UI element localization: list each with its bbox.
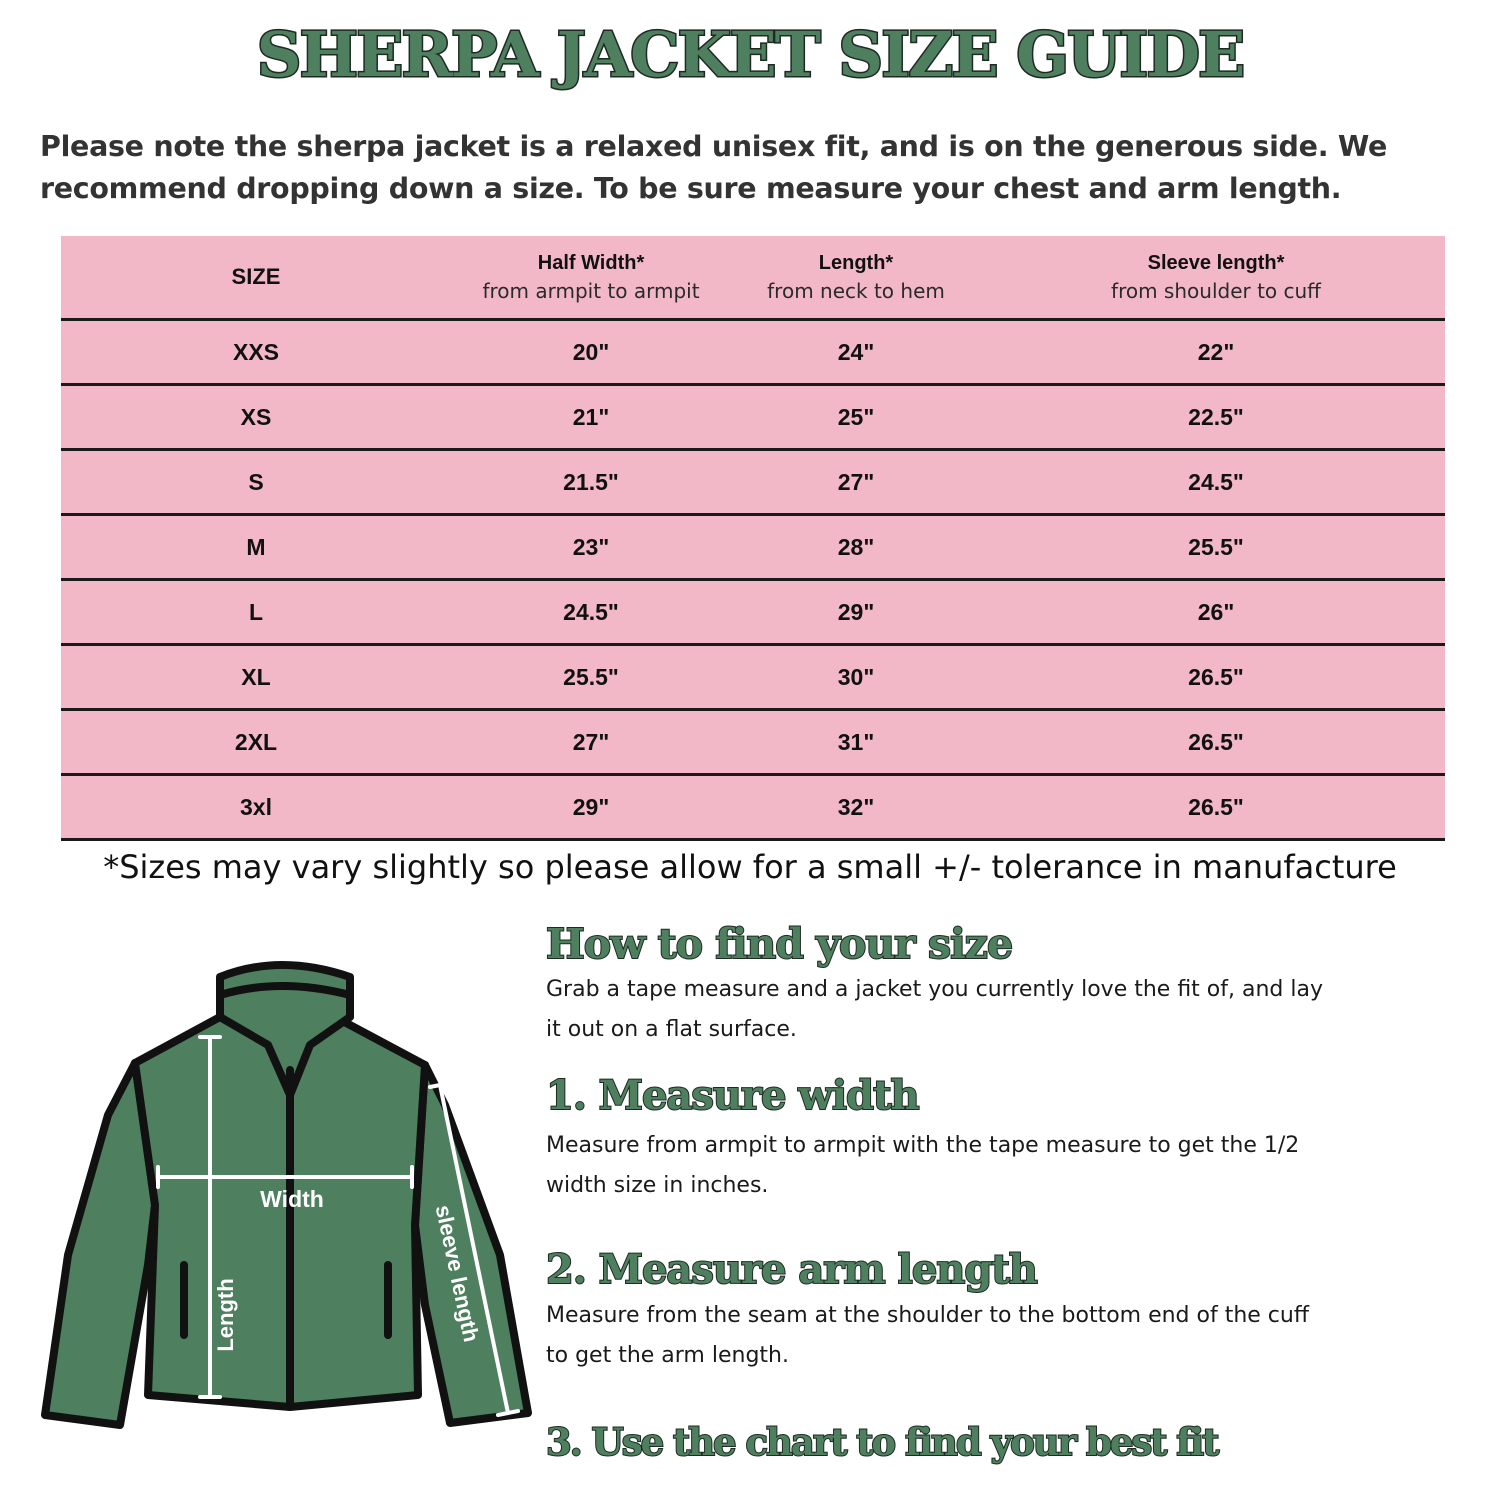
header-length-sub: from neck to hem bbox=[767, 279, 945, 303]
cell-sleeve: 26.5" bbox=[1188, 793, 1244, 820]
cell-size: 3xl bbox=[240, 793, 272, 820]
header-sleeve-sub: from shoulder to cuff bbox=[1111, 279, 1321, 303]
cell-sleeve: 24.5" bbox=[1188, 468, 1244, 495]
cell-sleeve: 22.5" bbox=[1188, 403, 1244, 430]
cell-half-width: 20" bbox=[572, 338, 610, 365]
table-row bbox=[61, 516, 1445, 581]
cell-size: S bbox=[248, 468, 264, 495]
intro-line-1: Please note the sherpa jacket is a relaxed unisex fit, and is on the generous side. We bbox=[40, 130, 1387, 163]
howto-intro-line-2: it out on a flat surface. bbox=[546, 1017, 797, 1042]
cell-sleeve: 26.5" bbox=[1188, 663, 1244, 690]
cell-length: 27" bbox=[837, 468, 875, 495]
step2-line-1: Measure from the seam at the shoulder to the bottom end of the cuff bbox=[546, 1303, 1310, 1328]
cell-size: L bbox=[248, 598, 264, 625]
cell-half-width: 25.5" bbox=[563, 663, 619, 690]
table-row bbox=[61, 581, 1445, 646]
cell-half-width: 27" bbox=[572, 728, 610, 755]
cell-length: 28" bbox=[837, 533, 875, 560]
size-table bbox=[61, 236, 1445, 841]
cell-length: 25" bbox=[837, 403, 875, 430]
cell-half-width: 24.5" bbox=[563, 598, 619, 625]
how-to-section bbox=[546, 918, 1446, 1468]
cell-sleeve: 26" bbox=[1197, 598, 1235, 625]
table-row bbox=[61, 451, 1445, 516]
width-label: Width bbox=[260, 1186, 324, 1212]
table-row bbox=[61, 386, 1445, 451]
header-size bbox=[156, 236, 356, 318]
step2-line-2: to get the arm length. bbox=[546, 1343, 789, 1368]
cell-size: XS bbox=[240, 403, 272, 430]
table-row bbox=[61, 646, 1445, 711]
cell-length: 32" bbox=[837, 793, 875, 820]
header-sleeve bbox=[1061, 236, 1371, 318]
header-length bbox=[721, 236, 991, 318]
intro-text bbox=[40, 126, 1480, 210]
header-half-width-title: Half Width* bbox=[537, 252, 645, 274]
table-row bbox=[61, 711, 1445, 776]
cell-half-width: 21.5" bbox=[563, 468, 619, 495]
cell-length: 24" bbox=[837, 338, 875, 365]
cell-sleeve: 25.5" bbox=[1188, 533, 1244, 560]
jacket-diagram bbox=[40, 955, 540, 1455]
cell-size: 2XL bbox=[234, 728, 278, 755]
step3-heading: 3. Use the chart to find your best fit bbox=[546, 1420, 1218, 1464]
cell-sleeve: 26.5" bbox=[1188, 728, 1244, 755]
sleeve-length-label: sleeve length bbox=[430, 1202, 485, 1345]
cell-size: M bbox=[246, 533, 266, 560]
table-header-row bbox=[61, 236, 1445, 321]
length-label: Length bbox=[213, 1278, 238, 1352]
header-half-width-sub: from armpit to armpit bbox=[482, 279, 700, 303]
intro-line-2: recommend dropping down a size. To be sure measure your chest and arm length. bbox=[40, 172, 1342, 205]
cell-length: 29" bbox=[837, 598, 875, 625]
table-row bbox=[61, 776, 1445, 841]
step1-line-2: width size in inches. bbox=[546, 1173, 769, 1198]
cell-size: XL bbox=[241, 663, 271, 690]
cell-size: XXS bbox=[232, 338, 280, 365]
howto-heading: How to find your size bbox=[546, 920, 1013, 968]
jacket-left-sleeve bbox=[45, 1063, 155, 1425]
step1-line-1: Measure from armpit to armpit with the tape measure to get the 1/2 bbox=[546, 1133, 1300, 1158]
cell-half-width: 29" bbox=[572, 793, 610, 820]
cell-half-width: 21" bbox=[572, 403, 610, 430]
step2-heading: 2. Measure arm length bbox=[546, 1246, 1037, 1293]
cell-length: 30" bbox=[837, 663, 875, 690]
header-length-title: Length* bbox=[818, 252, 894, 274]
step1-heading: 1. Measure width bbox=[546, 1072, 919, 1119]
table-row bbox=[61, 321, 1445, 386]
page-title: SHERPA JACKET SIZE GUIDE bbox=[256, 18, 1244, 91]
header-size-label: SIZE bbox=[231, 264, 281, 289]
header-half-width bbox=[441, 236, 741, 318]
cell-half-width: 23" bbox=[572, 533, 610, 560]
header-sleeve-title: Sleeve length* bbox=[1147, 252, 1285, 274]
tolerance-note: *Sizes may vary slightly so please allow for a small +/- tolerance in manufacture bbox=[103, 848, 1397, 886]
cell-length: 31" bbox=[837, 728, 875, 755]
howto-intro-line-1: Grab a tape measure and a jacket you currently love the fit of, and lay bbox=[546, 977, 1323, 1002]
cell-sleeve: 22" bbox=[1197, 338, 1235, 365]
